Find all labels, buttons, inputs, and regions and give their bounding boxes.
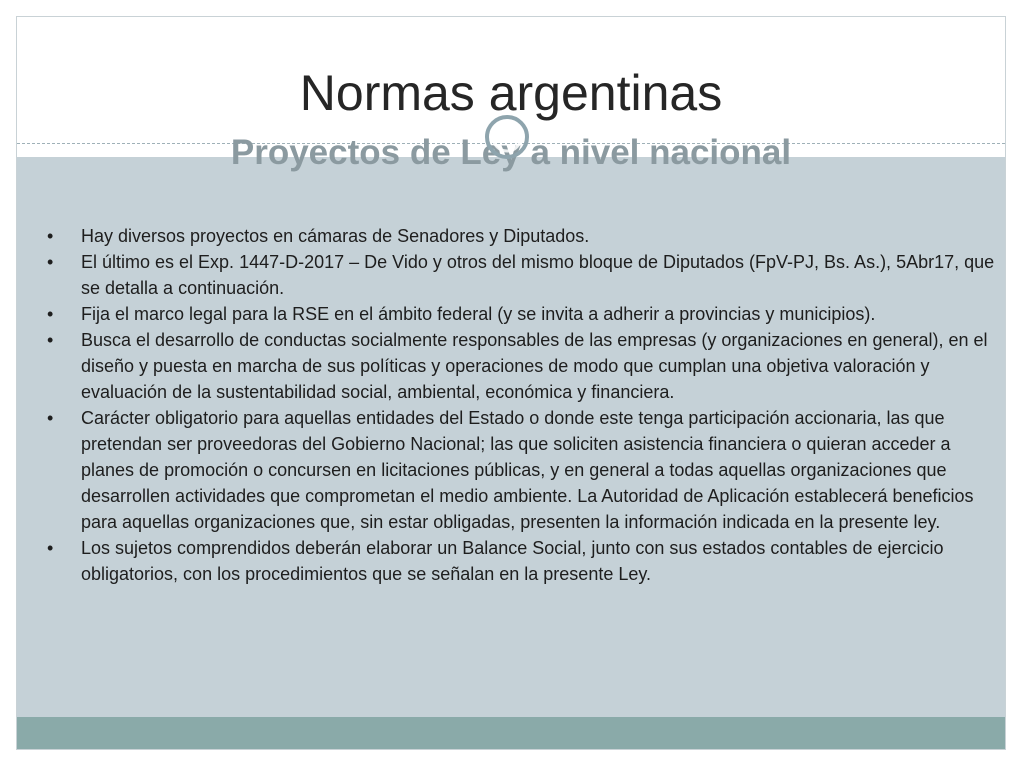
slide-title: Normas argentinas [299,65,723,121]
bullet-marker: • [47,538,54,558]
bullet-text: Carácter obligatorio para aquellas entidades del Estado o donde este tenga participación accionaria, las que pretendan ser proveedoras del Gobierno Nacional; las que soliciten asistencia financiera o quieran acceder a planes de promoción o concursen en licitaciones públicas, y en general a todas aquellas organizaciones que desarrollen actividades que comprometan el medio ambiente. La Autoridad de Aplicación establecerá beneficios para aquellas organizaciones que, sin estar obligadas, presenten la información indicada en la presente ley. [81,408,974,532]
bullet-text: El último es el Exp. 1447-D-2017 – De Vido y otros del mismo bloque de Diputados (FpV-PJ, Bs. As.), 5Abr17, que se detalla a continuación. [81,252,995,298]
bullet-marker: • [47,226,54,246]
bullet-item [47,249,997,301]
bullet-text: Hay diversos proyectos en cámaras de Senadores y Diputados. [81,226,590,246]
bullet-marker: • [47,252,54,272]
bullet-marker: • [47,304,54,324]
ring-ornament-icon [483,113,531,161]
bullet-text: Los sujetos comprendidos deberán elaborar un Balance Social, junto con sus estados contables de ejercicio obligatorios, con los procedimientos que se señalan en la presente Ley. [81,538,944,584]
bullet-text: Fija el marco legal para la RSE en el ámbito federal (y se invita a adherir a provincias y municipios). [81,304,876,324]
footer-band [17,717,1005,750]
bullet-text: Busca el desarrollo de conductas socialmente responsables de las empresas (y organizaciones en general), en el diseño y puesta en marcha de sus políticas y operaciones de modo que cumplan una objetiva valoración y evaluación de la sustentabilidad social, ambiental, económica y financiera. [81,330,988,402]
bullet-item [47,327,997,405]
slide [16,16,1006,750]
slide-subtitle: Proyectos de Ley a nivel nacional [230,133,792,172]
bullet-item [47,301,997,327]
bullet-item [47,223,997,249]
bullet-list [47,223,997,587]
bullet-marker: • [47,408,54,428]
bullet-marker: • [47,330,54,350]
bullet-item [47,405,997,535]
bullet-item [47,535,997,587]
